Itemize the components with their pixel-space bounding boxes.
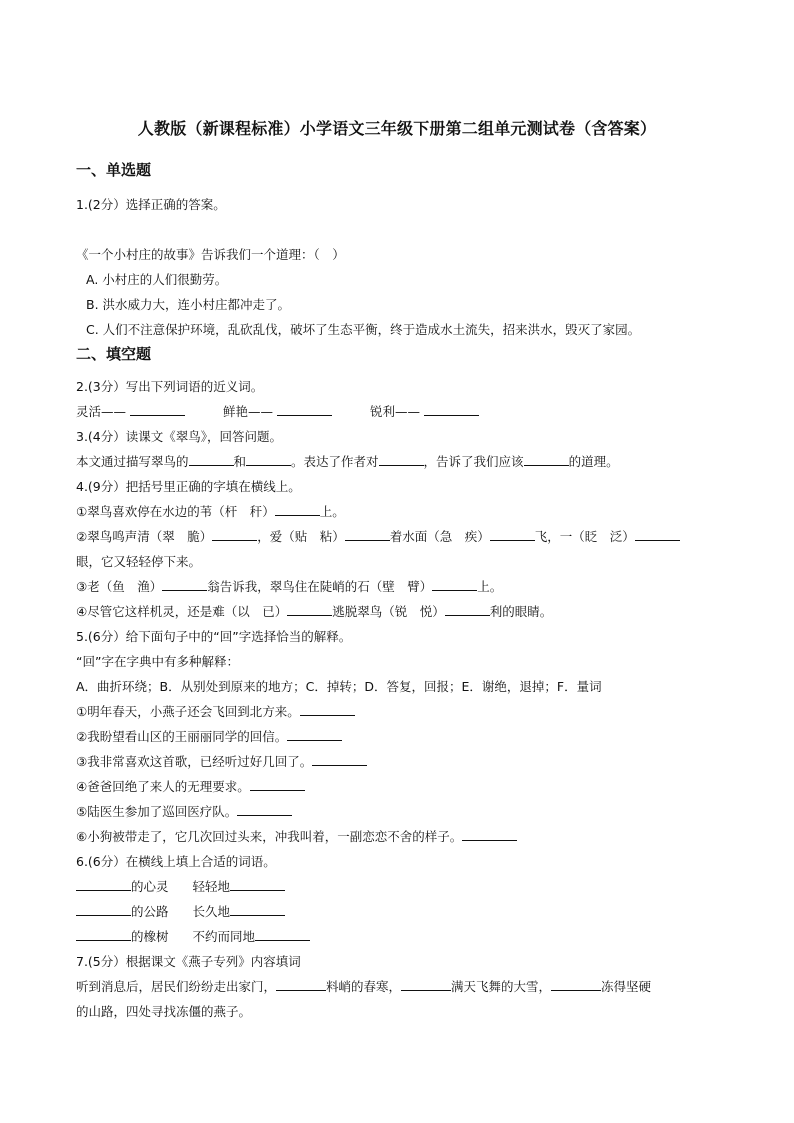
q7-text-4: 冻得坚硬	[601, 979, 652, 994]
q5-item-6	[76, 828, 517, 846]
q2-blank-1[interactable]	[130, 403, 185, 416]
q5-head: 5.(6分）给下面句子中的“回”字选择恰当的解释。	[76, 629, 352, 644]
q4-l4-blank-1[interactable]	[287, 603, 332, 616]
q6-row-2-right: 长久地	[192, 904, 231, 919]
q4-l2-text-a: ②翠鸟鸣声清（翠 脆）	[76, 529, 213, 544]
q1-option-c: C. 人们不注意保护环境，乱砍乱伐，破坏了生态平衡，终于造成水土流失，招来洪水，毁灭了家园。	[86, 322, 641, 337]
q5-blank-4[interactable]	[250, 778, 305, 791]
q4-l4-text-c: 利的眼睛。	[489, 604, 553, 619]
q5-item-1-text: ①明年春天，小燕子还会飞回到北方来。	[76, 704, 300, 719]
q6-row-1-left: 的心灵	[131, 879, 169, 894]
q7-blank-2[interactable]	[401, 978, 451, 991]
q2-word-1: 灵活——	[76, 404, 127, 419]
q4-head: 4.(9分）把括号里正确的字填在横线上。	[76, 479, 301, 494]
q4-l3-text-c: 上。	[477, 579, 503, 594]
q2-word-2: 鲜艳——	[222, 404, 273, 419]
q3-blank-1[interactable]	[189, 453, 234, 466]
q5-item-4	[76, 778, 305, 796]
q6-row-1	[76, 878, 285, 896]
page-title: 人教版（新课程标准）小学语文三年级下册第二组单元测试卷（含答案）	[137, 119, 657, 138]
q4-l2-text-c: 着水面（急 疾）	[389, 529, 490, 544]
q7-body-2: 的山路，四处寻找冻僵的燕子。	[76, 1004, 252, 1019]
q6-blank-2a[interactable]	[76, 903, 131, 916]
q5-item-5	[76, 803, 292, 821]
q7-text-3: 满天飞舞的大雪，	[451, 979, 552, 994]
q3-head: 3.(4分）读课文《翠鸟》，回答问题。	[76, 429, 283, 444]
q3-text-4: ，告诉了我们应该	[423, 454, 524, 469]
q5-item-6-text: ⑥小狗被带走了，它几次回过头来，冲我叫着，一副恋恋不舍的样子。	[76, 829, 463, 844]
q4-l1-text-b: 上。	[319, 504, 345, 519]
q5-intro: “回”字在字典中有多种解释：	[76, 654, 239, 669]
q7-body-1	[76, 978, 651, 996]
section-fill-blank: 二、填空题	[76, 345, 152, 363]
q4-l3-text-b: 翁告诉我，翠鸟住在陡峭的石（壁 臂）	[207, 579, 433, 594]
q5-item-5-text: ⑤陆医生参加了巡回医疗队。	[76, 804, 238, 819]
q7-head: 7.(5分）根据课文《燕子专列》内容填词	[76, 954, 301, 969]
q4-l2-text-d: 飞，一（眨 泛）	[534, 529, 635, 544]
q3-blank-4[interactable]	[524, 453, 569, 466]
q6-blank-3b[interactable]	[255, 928, 310, 941]
q1-head: 1.(2分）选择正确的答案。	[76, 197, 226, 212]
q4-l3-blank-1[interactable]	[162, 578, 207, 591]
q3-text-5: 的道理。	[568, 454, 619, 469]
q5-item-3	[76, 753, 367, 771]
q5-item-3-text: ③我非常喜欢这首歌，已经听过好几回了。	[76, 754, 313, 769]
q6-blank-2b[interactable]	[230, 903, 285, 916]
q4-l2-blank-4[interactable]	[635, 528, 680, 541]
q4-l3-text-a: ③老（鱼 渔）	[76, 579, 163, 594]
q1-stem: 《一个小村庄的故事》告诉我们一个道理：（ ）	[76, 247, 345, 262]
q4-l4-text-b: 逃脱翠鸟（锐 悦）	[332, 604, 445, 619]
q3-blank-3[interactable]	[379, 453, 424, 466]
q4-l2-blank-1[interactable]	[212, 528, 257, 541]
q5-item-1	[76, 703, 355, 721]
q4-l2-blank-2[interactable]	[345, 528, 390, 541]
q3-blank-2[interactable]	[246, 453, 291, 466]
q7-text-1: 听到消息后，居民们纷纷走出家门，	[76, 979, 277, 994]
q4-l4-blank-2[interactable]	[445, 603, 490, 616]
q5-item-2	[76, 728, 342, 746]
q6-row-3-left: 的橡树	[131, 929, 169, 944]
q4-line-4	[76, 603, 552, 621]
q2-words	[76, 403, 479, 421]
q6-blank-1a[interactable]	[76, 878, 131, 891]
q7-blank-1[interactable]	[276, 978, 326, 991]
q1-option-b: B. 洪水威力大，连小村庄都冲走了。	[86, 297, 291, 312]
q6-row-3	[76, 928, 310, 946]
q2-word-3: 锐利——	[369, 404, 420, 419]
q4-l3-blank-2[interactable]	[432, 578, 477, 591]
q4-l4-text-a: ④尽管它这样机灵，还是难（以 已）	[76, 604, 288, 619]
q4-line-1	[76, 503, 345, 521]
q7-text-2: 料峭的春寒，	[326, 979, 402, 994]
q6-row-1-right: 轻轻地	[192, 879, 231, 894]
q2-head: 2.(3分）写出下列词语的近义词。	[76, 379, 264, 394]
q5-definitions: A．曲折环绕；B．从别处到原来的地方；C．掉转；D．答复，回报；E．谢绝，退掉；F．量词	[76, 679, 602, 694]
q6-row-3-right: 不约而同地	[192, 929, 256, 944]
q5-item-4-text: ④爸爸回绝了来人的无理要求。	[76, 779, 250, 794]
q6-blank-1b[interactable]	[230, 878, 285, 891]
q4-l1-text-a: ①翠鸟喜欢停在水边的苇（杆 秆）	[76, 504, 275, 519]
q3-text-1: 本文通过描写翠鸟的	[76, 454, 189, 469]
q5-blank-1[interactable]	[300, 703, 355, 716]
q4-line-3	[76, 578, 502, 596]
q4-l2-blank-3[interactable]	[490, 528, 535, 541]
q2-blank-2[interactable]	[277, 403, 332, 416]
section-single-choice: 一、单选题	[76, 161, 152, 179]
q7-blank-3[interactable]	[551, 978, 601, 991]
q4-line-2-cont: 眼，它又轻轻停下来。	[76, 554, 202, 569]
q6-row-2	[76, 903, 285, 921]
q6-row-2-left: 的公路	[131, 904, 169, 919]
q4-line-2	[76, 528, 680, 546]
q1-option-a: A. 小村庄的人们很勤劳。	[86, 272, 228, 287]
q3-text-3: 。表达了作者对	[291, 454, 379, 469]
q3-text-2: 和	[233, 454, 247, 469]
q4-l2-text-b: ，爱（贴 粘）	[257, 529, 345, 544]
q6-head: 6.(6分）在横线上填上合适的词语。	[76, 854, 276, 869]
q4-l1-blank[interactable]	[275, 503, 320, 516]
q3-body	[76, 453, 619, 471]
q5-blank-2[interactable]	[287, 728, 342, 741]
q5-blank-5[interactable]	[237, 803, 292, 816]
q5-blank-3[interactable]	[312, 753, 367, 766]
q5-item-2-text: ②我盼望看山区的王丽丽同学的回信。	[76, 729, 288, 744]
q2-blank-3[interactable]	[424, 403, 479, 416]
q5-blank-6[interactable]	[462, 828, 517, 841]
q6-blank-3a[interactable]	[76, 928, 131, 941]
